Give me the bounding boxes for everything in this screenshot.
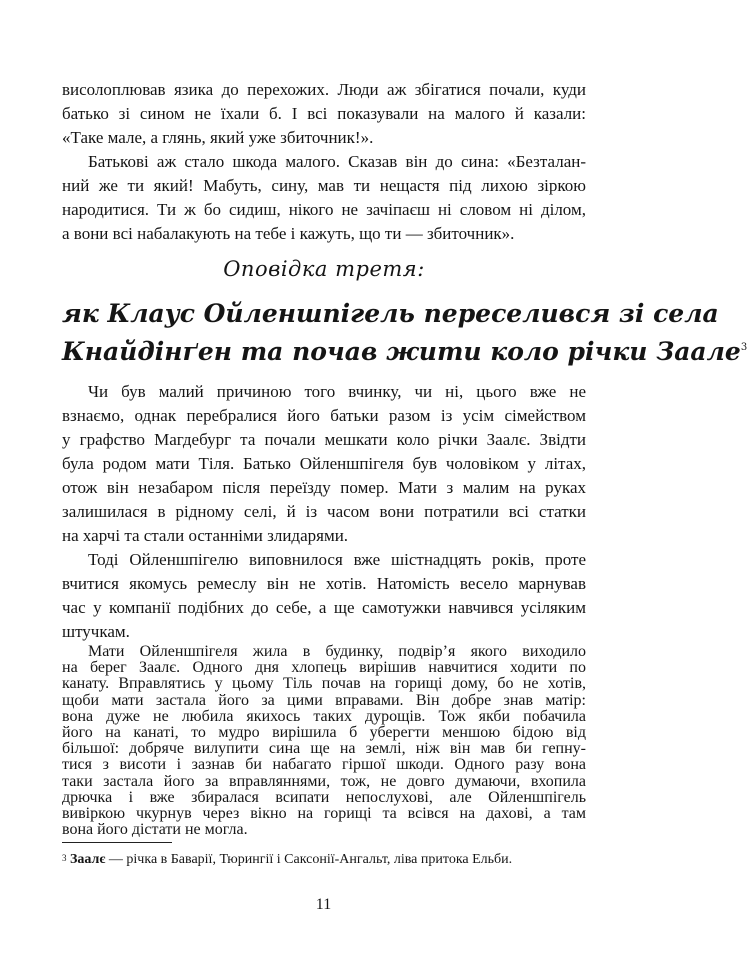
footnote-number: 3: [62, 853, 67, 863]
text-line: висолоплював язика до перехожих. Люди аж збігатися почали, куди: [62, 80, 586, 99]
text-line: народитися. Ти ж бо сидиш, нікого не зачіпаєш ні словом ні ділом,: [62, 200, 586, 219]
chapter-title-line-1: як Клаус Ойленшпігель переселився зі села: [62, 299, 719, 328]
text-line: час у компанії подібних до себе, а ще самотужки навчився усіляким: [62, 598, 586, 617]
text-line: вона дуже не любила якихось таких дурощів. Тож якби побачила: [62, 707, 586, 725]
text-line: отож він незабаром після переїзду помер. Мати з малим на руках: [62, 478, 586, 497]
page-number: 11: [315, 896, 332, 913]
chapter-title-text: Кнайдінґен та почав жити коло річки Заале: [62, 337, 741, 366]
footnote-text: — річка в Баварії, Тюрингії і Саксонії-Ангальт, ліва притока Ельби.: [105, 852, 513, 867]
text-line: Батькові аж стало шкода малого. Сказав він до сина: «Безталан-: [88, 152, 586, 171]
footnote-rule: [62, 842, 172, 843]
text-line: канату. Вправлятись у цьому Тіль почав на горищі дому, бо не хотів,: [62, 675, 586, 693]
footnote-term: Заалє: [70, 852, 106, 867]
text-line: у графство Магдебург та почали мешкати коло річки Заалє. Звідти: [62, 430, 586, 449]
text-line: його на канаті, то мудро вирішила б уберегти меншою бідою від: [62, 724, 586, 741]
text-line: на харчі та стали останніми злидарями.: [62, 526, 349, 545]
text-line: дрючка і вже збиралася всипати непослухові, але Ойленшпігель: [62, 788, 586, 806]
text-line: на берег Заалє. Одного дня хлопець вирішив навчитися ходити по: [62, 659, 586, 677]
text-line: залишилася в рідному селі, й із часом вони потратили всі статки: [62, 502, 586, 521]
footnote-reference: 3: [740, 342, 747, 353]
text-line: штучкам.: [62, 622, 130, 641]
footnote: [62, 850, 586, 870]
text-line: Чи був малий причиною того вчинку, чи ні, цього вже не: [88, 382, 586, 401]
text-line: вона його дістати не могла.: [62, 821, 248, 839]
text-line: була родом мати Тіля. Батько Ойленшпігеля був чоловіком у літах,: [62, 454, 586, 473]
text-line: щоби мати застала його за цими вправами. Він добре знав матір:: [62, 691, 586, 709]
text-line: більшої: добряче вилупити сина ще на землі, ніж він мав би гепну-: [62, 740, 586, 758]
text-line: а вони всі набалакують на тебе і кажуть, що ти — збиточник».: [62, 224, 515, 243]
text-line: взнаємо, однак перебралися його батьки разом із усім сімейством: [62, 406, 586, 425]
text-line: тися з висоти і зазнав би набагато гіршої шкоди. Одного разу вона: [62, 756, 586, 774]
text-line: ний же ти який! Мабуть, сину, мав ти нещастя під лихою зіркою: [62, 176, 586, 195]
text-line: вивіркою чкурнув через вікно на горищі та всівся на дахові, а там: [62, 805, 586, 822]
chapter-title-line-2: [62, 330, 747, 374]
text-line: Мати Ойленшпігеля жила в будинку, подвір’я якого виходило: [88, 643, 586, 660]
text-line: таки застала його за вправляннями, тож, не довго думаючи, вхопила: [62, 772, 586, 790]
text-line: Тоді Ойленшпігелю виповнилося вже шістнадцять років, проте: [88, 550, 586, 569]
text-line: батько зі сином не їхали б. І всі показували на малого й казали:: [62, 104, 586, 123]
chapter-subtitle: Оповідка третя:: [223, 257, 425, 281]
text-line: вчитися якомусь ремеслу він не хотів. Натомість весело марнував: [62, 574, 586, 593]
text-line: «Таке мале, а глянь, який уже збиточник!».: [62, 128, 374, 147]
